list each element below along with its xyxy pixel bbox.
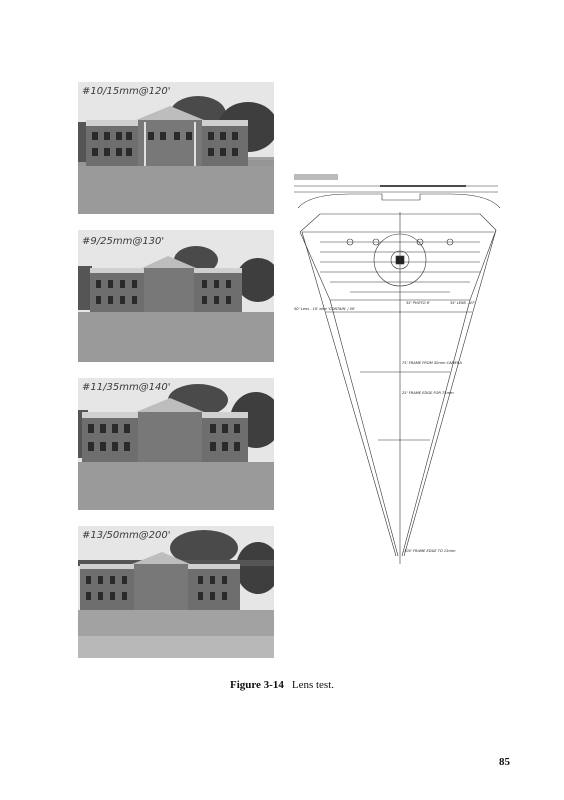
building-photo-1 xyxy=(78,82,274,214)
drawing-note-e: 25' FRAME EDGE FOR 75mm xyxy=(402,391,454,395)
page-number: 85 xyxy=(499,756,510,768)
drawing-note-d: 75' FRAME FROM 50mm CAMERA xyxy=(402,361,462,365)
figure-caption xyxy=(0,679,564,691)
drawing-note-b: 35' PHOTO 6' xyxy=(406,301,430,305)
photo-4-handwritten-note: #13/50mm@200' xyxy=(82,530,171,541)
lens-test-photo-4 xyxy=(78,526,274,658)
lens-test-plan-drawing xyxy=(290,172,520,564)
plan-diagram-svg xyxy=(290,172,520,564)
drawing-note-c: 35' LENS - 47' xyxy=(450,301,476,305)
figure-label: Figure 3-14 xyxy=(229,679,284,691)
lens-test-photo-1 xyxy=(78,82,274,214)
building-photo-3 xyxy=(78,378,274,510)
lens-test-photo-3 xyxy=(78,378,274,510)
figure-caption-text: Lens test. xyxy=(291,679,335,691)
building-photo-2 xyxy=(78,230,274,362)
drawing-note-f: 100' FRAME EDGE TO 15mm xyxy=(404,549,456,553)
drawing-note-a: 50' Lens - 10' elev 'CONTAIN' / 50' xyxy=(294,307,356,311)
photo-2-handwritten-note: #9/25mm@130' xyxy=(82,236,165,247)
lens-test-photo-2 xyxy=(78,230,274,362)
photo-3-handwritten-note: #11/35mm@140' xyxy=(82,382,171,393)
building-photo-4 xyxy=(78,526,274,658)
photo-1-handwritten-note: #10/15mm@120' xyxy=(82,86,171,97)
